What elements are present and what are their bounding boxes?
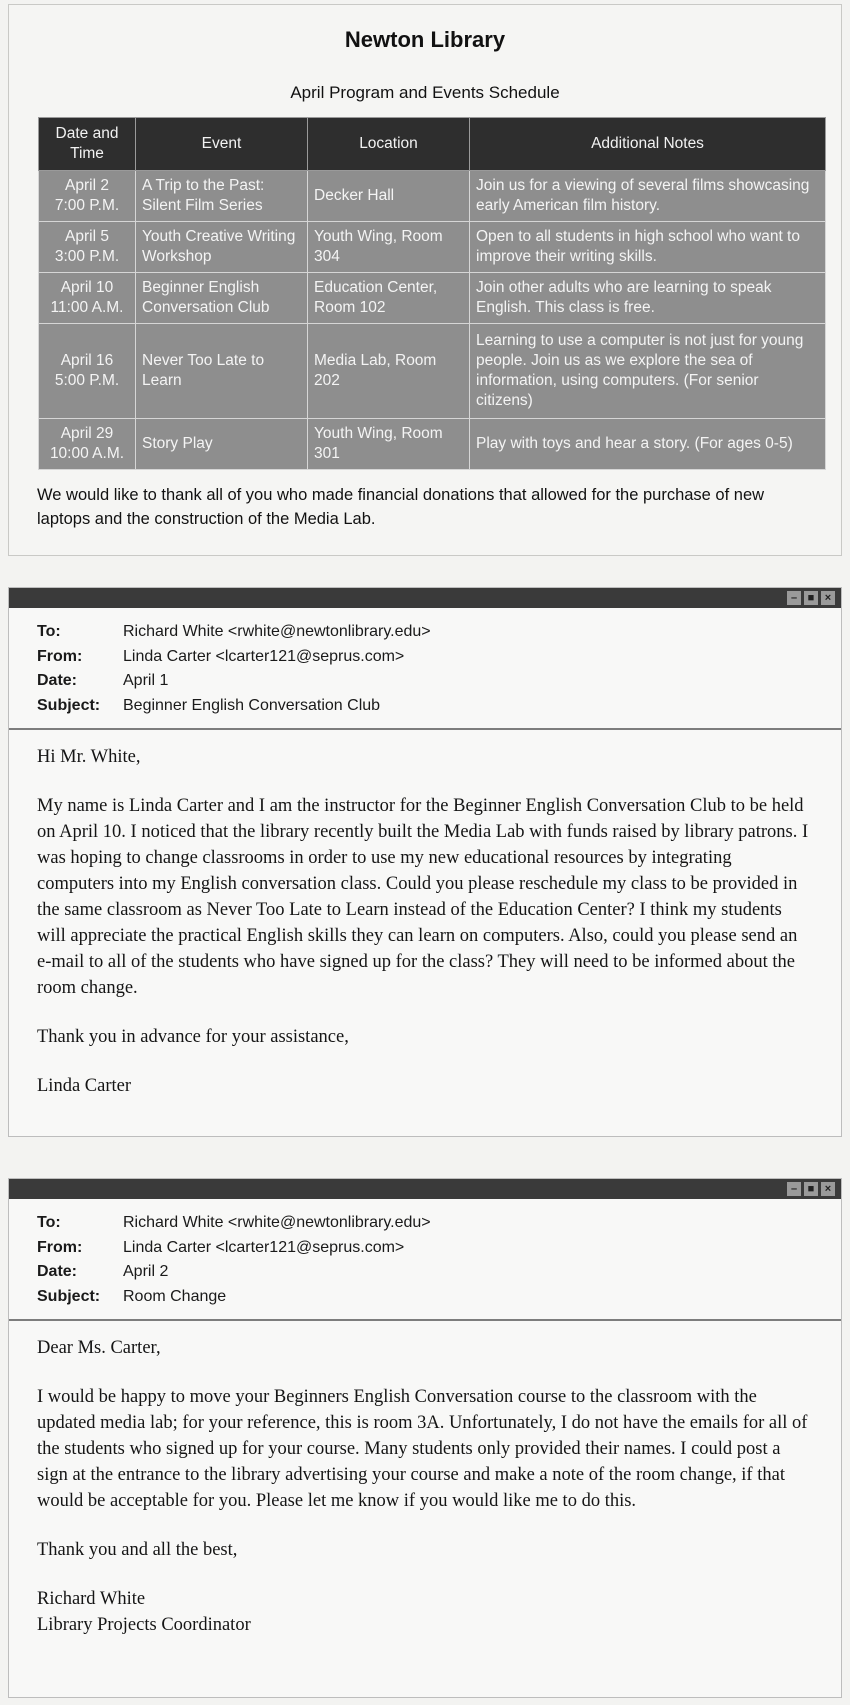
email-greeting: Hi Mr. White,	[37, 747, 141, 767]
to-row	[37, 620, 813, 645]
table-row	[39, 419, 826, 470]
email-closing: Thank you and all the best,	[37, 1540, 238, 1560]
event-time: 11:00 A.M.	[50, 299, 124, 316]
date-time-cell	[39, 222, 136, 273]
window-titlebar	[9, 588, 841, 608]
event-date: April 16	[60, 352, 114, 369]
event-schedule	[8, 4, 842, 556]
subject-value: Beginner English Conversation Club	[123, 696, 381, 714]
maximize-button[interactable]: ■	[804, 1182, 818, 1196]
from-label: From:	[37, 1238, 83, 1256]
table-row	[39, 171, 826, 222]
schedule-subtitle: April Program and Events Schedule	[290, 83, 560, 102]
email-window-1	[8, 587, 842, 1137]
notes-cell: Join us for a viewing of several films showcasing early American film history.	[470, 171, 826, 222]
event-cell: A Trip to the Past: Silent Film Series	[136, 171, 308, 222]
event-date: April 2	[65, 177, 109, 194]
from-row	[37, 645, 813, 670]
email-greeting: Dear Ms. Carter,	[37, 1338, 161, 1358]
event-time: 5:00 P.M.	[54, 372, 120, 389]
email-signature	[37, 1586, 813, 1638]
close-button[interactable]: ×	[821, 591, 835, 605]
subject-label: Subject:	[37, 1287, 101, 1305]
event-time: 10:00 A.M.	[49, 445, 125, 462]
from-value: Linda Carter <lcarter121@seprus.com>	[123, 647, 405, 665]
email-paragraph: I would be happy to move your Beginners English Conversation course to the classroom with the updated media lab; for your reference, this is room 3A. Unfortunately, I do not have the emails for all of the students who signed up for your course. Many students only provided their names. I could post a sign at the entrance to the library advertising your course and make a note of the room change, if that would be acceptable for you. Please let me know if you would like me to do this.	[37, 1387, 808, 1511]
table-row	[39, 273, 826, 324]
date-time-cell	[39, 324, 136, 419]
notes-cell: Learning to use a computer is not just for young people. Join us as we explore the sea of information, using computers. (For senior citizens)	[470, 324, 826, 419]
email-window-2	[8, 1178, 842, 1698]
email-signature: Linda Carter	[37, 1076, 131, 1096]
window-titlebar	[9, 1179, 841, 1199]
date-time-cell	[39, 273, 136, 324]
date-value: April 2	[123, 1263, 169, 1280]
date-label: Date:	[37, 672, 78, 689]
from-value: Linda Carter <lcarter121@seprus.com>	[123, 1238, 405, 1256]
date-value: April 1	[123, 672, 169, 689]
date-time-cell	[39, 171, 136, 222]
column-header: Date and Time	[39, 118, 136, 171]
date-label: Date:	[37, 1263, 78, 1280]
event-time: 3:00 P.M.	[54, 248, 120, 265]
location-cell: Youth Wing, Room 304	[308, 222, 470, 273]
window-controls	[787, 591, 835, 605]
thank-you-note: We would like to thank all of you who made financial donations that allowed for the purchase of new laptops and the construction of the Media Lab.	[37, 486, 765, 528]
date-time-cell	[39, 419, 136, 470]
location-cell: Decker Hall	[308, 171, 470, 222]
minimize-button[interactable]: –	[787, 1182, 801, 1196]
location-cell: Youth Wing, Room 301	[308, 419, 470, 470]
email-headers	[9, 608, 841, 728]
events-table	[38, 117, 826, 470]
subject-label: Subject:	[37, 696, 101, 714]
event-cell: Never Too Late to Learn	[136, 324, 308, 419]
column-header: Additional Notes	[470, 118, 826, 171]
maximize-button[interactable]: ■	[804, 591, 818, 605]
email-paragraph: My name is Linda Carter and I am the instructor for the Beginner English Conversation Club to be held on April 10. I noticed that the library recently built the Media Lab with funds raised by library patrons. I was hoping to change classrooms in order to use my new educational resources by integrating computers into my English conversation class. Could you please reschedule my class to be provided in the same classroom as Never Too Late to Learn instead of the Education Center? I think my students will appreciate the practical English skills they can learn on computers. Also, could you please send an e-mail to all of the students who have signed up for the class? They will need to be informed about the room change.	[37, 796, 809, 998]
to-value: Richard White <rwhite@newtonlibrary.edu>	[123, 1214, 431, 1231]
event-cell: Youth Creative Writing Workshop	[136, 222, 308, 273]
signature-name: Richard White	[37, 1589, 146, 1609]
location-cell: Media Lab, Room 202	[308, 324, 470, 419]
subject-value: Room Change	[123, 1287, 227, 1305]
event-cell: Story Play	[136, 419, 308, 470]
to-label: To:	[37, 1214, 61, 1231]
column-header: Event	[136, 118, 308, 171]
event-time: 7:00 P.M.	[54, 197, 120, 214]
date-row	[37, 669, 813, 694]
notes-cell: Play with toys and hear a story. (For ages 0-5)	[470, 419, 826, 470]
location-cell: Education Center, Room 102	[308, 273, 470, 324]
column-header: Location	[308, 118, 470, 171]
notes-cell: Open to all students in high school who want to improve their writing skills.	[470, 222, 826, 273]
event-date: April 10	[60, 279, 114, 296]
minimize-button[interactable]: –	[787, 591, 801, 605]
from-label: From:	[37, 647, 83, 665]
library-title: Newton Library	[344, 27, 506, 52]
event-date: April 29	[60, 425, 114, 442]
to-row	[37, 1211, 813, 1236]
notes-cell: Join other adults who are learning to speak English. This class is free.	[470, 273, 826, 324]
subject-row	[37, 694, 813, 719]
to-value: Richard White <rwhite@newtonlibrary.edu>	[123, 623, 431, 640]
from-row	[37, 1236, 813, 1261]
email-closing: Thank you in advance for your assistance,	[37, 1027, 349, 1047]
to-label: To:	[37, 623, 61, 640]
table-header-row	[39, 118, 826, 171]
close-button[interactable]: ×	[821, 1182, 835, 1196]
event-cell: Beginner English Conversation Club	[136, 273, 308, 324]
signature-title: Library Projects Coordinator	[37, 1615, 251, 1635]
subject-row	[37, 1285, 813, 1310]
email-body	[9, 1321, 841, 1654]
date-row	[37, 1260, 813, 1285]
event-date: April 5	[65, 228, 109, 245]
window-controls	[787, 1182, 835, 1196]
email-headers	[9, 1199, 841, 1319]
email-body	[9, 730, 841, 1115]
table-row	[39, 222, 826, 273]
table-row	[39, 324, 826, 419]
